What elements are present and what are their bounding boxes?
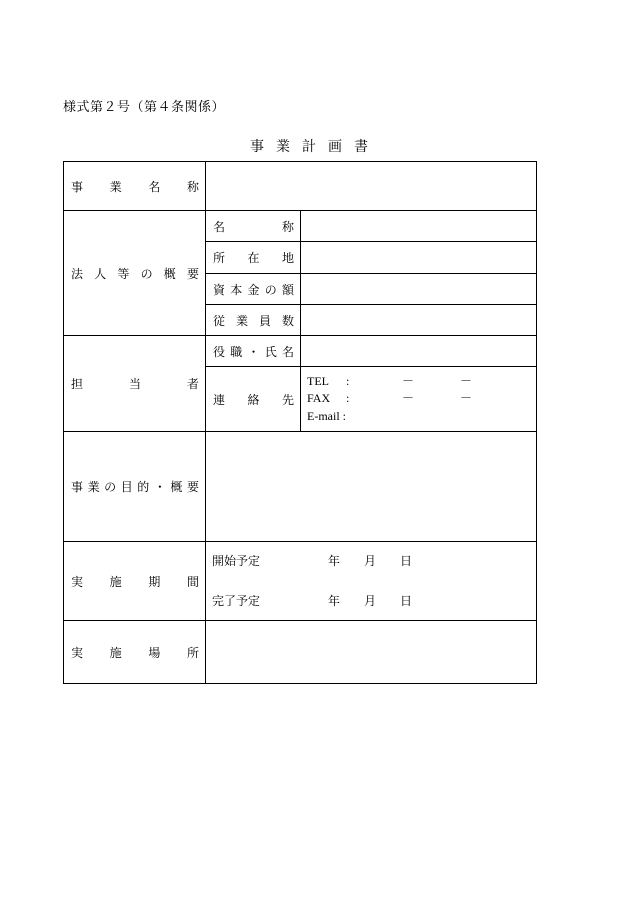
fax-dash-2: － (460, 391, 473, 406)
corp-capital-label: 資 本 金 の 額 (206, 274, 301, 305)
business-name-field[interactable] (206, 162, 537, 211)
location-label: 実 施 場 所 (64, 621, 206, 684)
fax-colon: : (346, 391, 350, 406)
person-title-row (64, 336, 537, 367)
corp-employees-field[interactable] (301, 305, 537, 336)
corp-name-row (64, 211, 537, 242)
tel-dash-2: － (460, 373, 473, 388)
fax-line[interactable] (307, 390, 530, 408)
email-label: E-mail : (307, 408, 346, 423)
business-plan-table (63, 161, 537, 684)
corp-address-label: 所 在 地 (206, 242, 301, 274)
person-title-name-label: 役 職 ・ 氏 名 (206, 336, 301, 367)
purpose-row (64, 432, 537, 542)
purpose-label: 事 業 の 目 的 ・ 概 要 (64, 432, 206, 542)
end-day-label: 日 (400, 594, 413, 608)
end-year-label: 年 (328, 594, 341, 608)
corporation-summary-label: 法 人 等 の 概 要 (64, 211, 206, 336)
start-day-label: 日 (400, 554, 413, 568)
corp-capital-field[interactable] (301, 274, 537, 305)
corp-name-field[interactable] (301, 211, 537, 242)
start-year-label: 年 (328, 554, 341, 568)
form-number-label: 様式第２号（第４条関係） (63, 100, 226, 115)
start-date-label: 開始予定 (212, 554, 261, 568)
end-month-label: 月 (364, 594, 377, 608)
business-name-row (64, 162, 537, 211)
period-label: 実 施 期 間 (64, 542, 206, 621)
start-month-label: 月 (364, 554, 377, 568)
document-title: 事業計画書 (250, 139, 380, 155)
tel-line[interactable] (307, 373, 530, 391)
person-in-charge-label: 担 当 者 (64, 336, 206, 432)
location-field[interactable] (206, 621, 537, 684)
corp-address-field[interactable] (301, 242, 537, 274)
fax-label: FAX (307, 391, 331, 406)
email-line[interactable] (307, 408, 530, 426)
corp-name-label: 名 称 (206, 211, 301, 242)
purpose-field[interactable] (206, 432, 537, 542)
contact-field[interactable] (301, 367, 537, 432)
end-date-label: 完了予定 (212, 594, 261, 608)
fax-dash-1: － (402, 391, 415, 406)
tel-label: TEL (307, 373, 329, 388)
period-field[interactable] (206, 542, 537, 621)
corp-employees-label: 従 業 員 数 (206, 305, 301, 336)
end-date-line[interactable] (206, 592, 536, 610)
period-row (64, 542, 537, 621)
business-name-label: 事 業 名 称 (64, 162, 206, 211)
tel-colon: : (346, 373, 350, 388)
start-date-line[interactable] (206, 552, 536, 570)
contact-label: 連 絡 先 (206, 367, 301, 432)
person-title-name-field[interactable] (301, 336, 537, 367)
tel-dash-1: － (402, 373, 415, 388)
location-row (64, 621, 537, 684)
